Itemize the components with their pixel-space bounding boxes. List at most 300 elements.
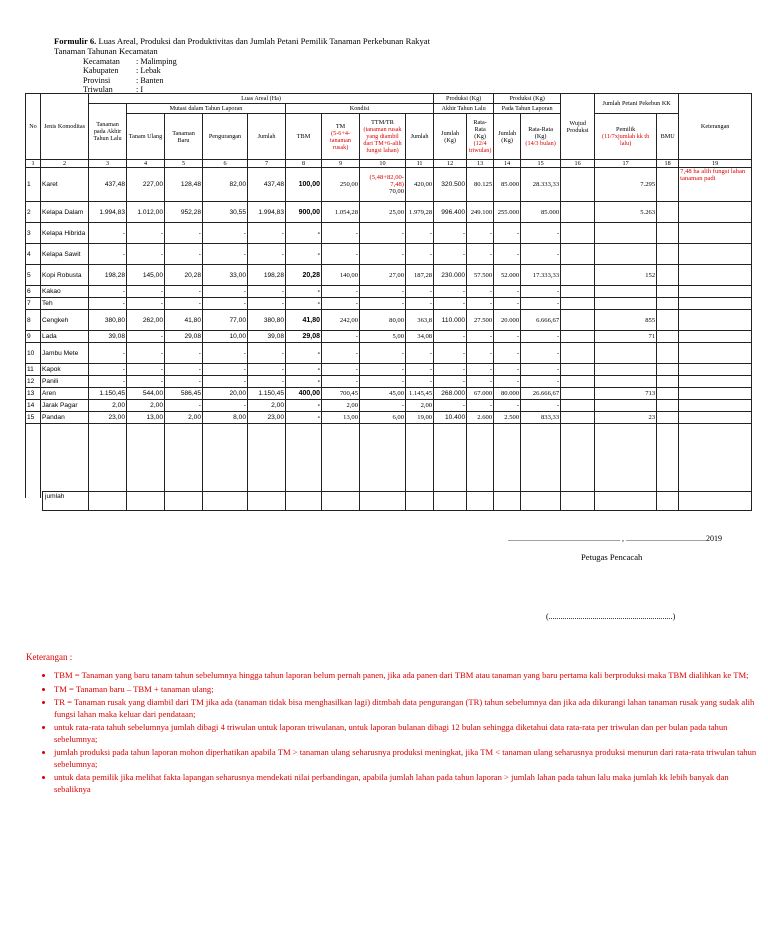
cell-c10: - bbox=[360, 298, 406, 310]
cell-c6: - bbox=[203, 364, 248, 376]
table-row bbox=[26, 286, 752, 298]
cell-c5: 128,48 bbox=[165, 168, 203, 202]
cell-no: 15 bbox=[26, 412, 41, 424]
cell-c16 bbox=[561, 310, 595, 331]
cell-c5: - bbox=[165, 286, 203, 298]
keterangan-title: Keterangan : bbox=[26, 652, 73, 662]
col-jumlah-kondisi: Jumlah bbox=[406, 114, 434, 160]
cell-c10: - bbox=[360, 286, 406, 298]
cell-c18 bbox=[657, 202, 679, 223]
cell-c13: 27.500 bbox=[467, 310, 494, 331]
cell-c19 bbox=[679, 331, 752, 343]
cell-c16 bbox=[561, 298, 595, 310]
table-row bbox=[26, 400, 752, 412]
cell-c10: - bbox=[360, 400, 406, 412]
rata-note-2: (14/3 bulan) bbox=[525, 140, 556, 147]
cell-c14: 20.000 bbox=[494, 310, 521, 331]
cell-c18 bbox=[657, 168, 679, 202]
cell-c18 bbox=[657, 310, 679, 331]
cell-no: 13 bbox=[26, 388, 41, 400]
cell-c17 bbox=[595, 286, 657, 298]
cell-c16 bbox=[561, 244, 595, 265]
cell-c4: 2,00 bbox=[127, 400, 165, 412]
cell-name: Kakao bbox=[41, 286, 89, 298]
pemilik-note: (11/7xjumlah kk th lalu) bbox=[602, 133, 650, 147]
column-number: 18 bbox=[657, 160, 679, 168]
cell-c19 bbox=[679, 223, 752, 244]
cell-c9: - bbox=[322, 286, 360, 298]
cell-c8: - bbox=[286, 376, 322, 388]
cell-c17: 855 bbox=[595, 310, 657, 331]
cell-c15: - bbox=[521, 298, 561, 310]
col-jumlah-kg-2: Jumlah (Kg) bbox=[494, 114, 521, 160]
cell-c15: - bbox=[521, 343, 561, 364]
cell-c9: - bbox=[322, 223, 360, 244]
cell-no: 11 bbox=[26, 364, 41, 376]
cell-no: 2 bbox=[26, 202, 41, 223]
cell-no: 5 bbox=[26, 265, 41, 286]
cell-c17 bbox=[595, 343, 657, 364]
column-number: 19 bbox=[679, 160, 752, 168]
title-line-2: Tanaman Tahunan Kecamatan bbox=[54, 46, 158, 56]
cell-name: Jambu Mete bbox=[41, 343, 89, 364]
cell-c7: - bbox=[248, 376, 286, 388]
cell-c8: 400,00 bbox=[286, 388, 322, 400]
note-item: • untuk rata-rata tahuh sebelumnya jumlah dibagi 4 triwulan untuk laporan triwulanan, untuk laporan bulanan dibagi 12 bulan sehingga diketahui data rata-rata per triwulan dan per bulan pada tahun sebelumnya; bbox=[54, 722, 764, 745]
cell-c5: 2,00 bbox=[165, 412, 203, 424]
form-label: Formulir 6. bbox=[54, 36, 97, 46]
cell-c9: 250,00 bbox=[322, 168, 360, 202]
cell-c8: 100,00 bbox=[286, 168, 322, 202]
cell-c15: 28.333,33 bbox=[521, 168, 561, 202]
cell-c7: - bbox=[248, 244, 286, 265]
cell-c9: 700,45 bbox=[322, 388, 360, 400]
table-row bbox=[26, 265, 752, 286]
cell-c10: 80,00 bbox=[360, 310, 406, 331]
cell-c3: 23,00 bbox=[89, 412, 127, 424]
cell-name: Lada bbox=[41, 331, 89, 343]
table-row bbox=[26, 343, 752, 364]
cell-c9: 242,00 bbox=[322, 310, 360, 331]
cell-c11: 2,00 bbox=[406, 400, 434, 412]
cell-c8: - bbox=[286, 244, 322, 265]
cell-c8: - bbox=[286, 412, 322, 424]
cell-c18 bbox=[657, 265, 679, 286]
column-number-row bbox=[26, 160, 752, 168]
cell-c7: 437,48 bbox=[248, 168, 286, 202]
cell-c17: 7.295 bbox=[595, 168, 657, 202]
cell-c3: - bbox=[89, 343, 127, 364]
cell-c18 bbox=[657, 286, 679, 298]
col-pengurangan: Pengurangan bbox=[203, 114, 248, 160]
cell-c11: 1.979,28 bbox=[406, 202, 434, 223]
table-row bbox=[26, 364, 752, 376]
cell-c18 bbox=[657, 388, 679, 400]
cell-c17 bbox=[595, 400, 657, 412]
cell-c15: - bbox=[521, 223, 561, 244]
column-number: 8 bbox=[286, 160, 322, 168]
column-number: 9 bbox=[322, 160, 360, 168]
cell-c4: 227,00 bbox=[127, 168, 165, 202]
cell-c3: 198,28 bbox=[89, 265, 127, 286]
cell-c19 bbox=[679, 286, 752, 298]
cell-c14: 255.000 bbox=[494, 202, 521, 223]
table-spacer bbox=[26, 424, 752, 499]
cell-c15: 833,33 bbox=[521, 412, 561, 424]
cell-c10: 27,00 bbox=[360, 265, 406, 286]
cell-c10: 45,00 bbox=[360, 388, 406, 400]
cell-c6: - bbox=[203, 376, 248, 388]
cell-c12: - bbox=[434, 364, 467, 376]
col-no: No bbox=[26, 94, 41, 160]
cell-name: Pandan bbox=[41, 412, 89, 424]
col-bmu: BMU bbox=[657, 114, 679, 160]
table-row bbox=[26, 244, 752, 265]
cell-c4: - bbox=[127, 298, 165, 310]
cell-c18 bbox=[657, 364, 679, 376]
cell-c6: 30,55 bbox=[203, 202, 248, 223]
col-mutasi: Mutasi dalam Tahun Laporan bbox=[127, 104, 286, 114]
cell-c13: - bbox=[467, 400, 494, 412]
cell-c13: 249.100 bbox=[467, 202, 494, 223]
cell-name: Karet bbox=[41, 168, 89, 202]
meta-provinsi: Provinsi : Banten bbox=[83, 75, 164, 85]
cell-c7: - bbox=[248, 223, 286, 244]
cell-c6: - bbox=[203, 244, 248, 265]
cell-c5: - bbox=[165, 223, 203, 244]
cell-c16 bbox=[561, 331, 595, 343]
cell-c12: 320.500 bbox=[434, 168, 467, 202]
cell-c15: - bbox=[521, 331, 561, 343]
cell-c6: - bbox=[203, 400, 248, 412]
cell-c6: - bbox=[203, 286, 248, 298]
col-kondisi: Kondisi bbox=[286, 104, 434, 114]
cell-c13: - bbox=[467, 244, 494, 265]
col-jumlah-kg: Jumlah (Kg) bbox=[434, 114, 467, 160]
cell-c19: 7,48 ha alih fungsi lahan tanaman padi bbox=[679, 168, 752, 202]
cell-no: 12 bbox=[26, 376, 41, 388]
cell-c15: - bbox=[521, 400, 561, 412]
cell-c5: - bbox=[165, 343, 203, 364]
column-number: 7 bbox=[248, 160, 286, 168]
cell-name: Kapok bbox=[41, 364, 89, 376]
cell-c9: 2,00 bbox=[322, 400, 360, 412]
cell-c17 bbox=[595, 364, 657, 376]
cell-c4: 145,00 bbox=[127, 265, 165, 286]
meta-triwulan: Triwulan : I bbox=[83, 84, 144, 94]
cell-c8: - bbox=[286, 400, 322, 412]
cell-c13: - bbox=[467, 223, 494, 244]
column-number: 3 bbox=[89, 160, 127, 168]
cell-c13: 57.500 bbox=[467, 265, 494, 286]
cell-c7: - bbox=[248, 364, 286, 376]
column-number: 15 bbox=[521, 160, 561, 168]
column-number: 11 bbox=[406, 160, 434, 168]
cell-c6: - bbox=[203, 223, 248, 244]
data-table bbox=[25, 93, 752, 498]
cell-c8: 900,00 bbox=[286, 202, 322, 223]
cell-c16 bbox=[561, 286, 595, 298]
col-produksi: Produksi (Kg) bbox=[434, 94, 494, 104]
jumlah-label: jumlah bbox=[43, 492, 89, 511]
column-number: 14 bbox=[494, 160, 521, 168]
cell-no: 8 bbox=[26, 310, 41, 331]
cell-c15: 26.666,67 bbox=[521, 388, 561, 400]
cell-name: Panili bbox=[41, 376, 89, 388]
table-row bbox=[26, 310, 752, 331]
cell-c18 bbox=[657, 244, 679, 265]
cell-c13: - bbox=[467, 343, 494, 364]
cell-c13: - bbox=[467, 376, 494, 388]
cell-c8: - bbox=[286, 364, 322, 376]
cell-c5: 586,45 bbox=[165, 388, 203, 400]
cell-c14: - bbox=[494, 331, 521, 343]
cell-c3: 39,08 bbox=[89, 331, 127, 343]
cell-c4: 13,00 bbox=[127, 412, 165, 424]
cell-c16 bbox=[561, 376, 595, 388]
cell-c10: 6,00 bbox=[360, 412, 406, 424]
col-tbm: TBM bbox=[286, 114, 322, 160]
note-item: • TBM = Tanaman yang baru tanam tahun sebelumnya hingga tahun laporan belum pernah panen, jika ada panen dari TBM atau tanaman yang baru pertama kali berproduksi maka TBM dialihkan ke TM; bbox=[54, 670, 764, 682]
cell-c3: - bbox=[89, 244, 127, 265]
table-row bbox=[26, 202, 752, 223]
meta-kabupaten: Kabupaten : Lebak bbox=[83, 66, 161, 76]
cell-c12: - bbox=[434, 400, 467, 412]
col-rata-rata-2: Rata-Rata (Kg) (14/3 bulan) bbox=[521, 114, 561, 160]
cell-c4: - bbox=[127, 376, 165, 388]
cell-no: 10 bbox=[26, 343, 41, 364]
cell-c11: - bbox=[406, 223, 434, 244]
cell-no: 3 bbox=[26, 223, 41, 244]
cell-c7: 39,08 bbox=[248, 331, 286, 343]
cell-c10: - bbox=[360, 343, 406, 364]
cell-c14: - bbox=[494, 286, 521, 298]
cell-c10: - bbox=[360, 223, 406, 244]
table-row bbox=[26, 223, 752, 244]
cell-c11: - bbox=[406, 376, 434, 388]
cell-c17: 71 bbox=[595, 331, 657, 343]
cell-c19 bbox=[679, 265, 752, 286]
cell-c18 bbox=[657, 343, 679, 364]
cell-c6: 20,00 bbox=[203, 388, 248, 400]
cell-c10: 25,00 bbox=[360, 202, 406, 223]
cell-c12: - bbox=[434, 244, 467, 265]
col-pada-tahun-laporan: Pada Tahun Laporan bbox=[494, 104, 561, 114]
cell-c14: - bbox=[494, 400, 521, 412]
column-number: 12 bbox=[434, 160, 467, 168]
column-number: 10 bbox=[360, 160, 406, 168]
col-wujud: Wujud Produksi bbox=[561, 94, 595, 160]
cell-c10: 5,00 bbox=[360, 331, 406, 343]
cell-c11: - bbox=[406, 286, 434, 298]
title-line-1: Luas Areal, Produksi dan Produktivitas dan Jumlah Petani Pemilik Tanaman Perkebunan Rakyat bbox=[98, 36, 430, 46]
table-row bbox=[26, 376, 752, 388]
cell-name: Jarak Pagar bbox=[41, 400, 89, 412]
cell-c3: - bbox=[89, 298, 127, 310]
cell-c6: 10,00 bbox=[203, 331, 248, 343]
cell-c14: - bbox=[494, 364, 521, 376]
cell-c17: 23 bbox=[595, 412, 657, 424]
column-number: 1 bbox=[26, 160, 41, 168]
column-number: 5 bbox=[165, 160, 203, 168]
col-akhir-tahun-lalu: Akhir Tahun Lalu bbox=[434, 104, 494, 114]
cell-c9: 1.054,28 bbox=[322, 202, 360, 223]
cell-c12: 110.000 bbox=[434, 310, 467, 331]
cell-c19 bbox=[679, 202, 752, 223]
column-number: 6 bbox=[203, 160, 248, 168]
cell-c3: 380,80 bbox=[89, 310, 127, 331]
jumlah-table bbox=[42, 491, 752, 511]
cell-c4: - bbox=[127, 364, 165, 376]
cell-c15: 85.000 bbox=[521, 202, 561, 223]
cell-c11: 363,8 bbox=[406, 310, 434, 331]
cell-c13: - bbox=[467, 364, 494, 376]
cell-c7: 380,80 bbox=[248, 310, 286, 331]
table-row bbox=[26, 298, 752, 310]
cell-c9: 13,00 bbox=[322, 412, 360, 424]
cell-c13: 67.000 bbox=[467, 388, 494, 400]
form-meta bbox=[83, 57, 177, 94]
cell-c7: 198,28 bbox=[248, 265, 286, 286]
cell-c8: - bbox=[286, 343, 322, 364]
cell-c4: 544,00 bbox=[127, 388, 165, 400]
cell-c18 bbox=[657, 298, 679, 310]
cell-c17: 713 bbox=[595, 388, 657, 400]
cell-c5: - bbox=[165, 364, 203, 376]
cell-c7: - bbox=[248, 286, 286, 298]
column-number: 13 bbox=[467, 160, 494, 168]
cell-no: 4 bbox=[26, 244, 41, 265]
cell-no: 6 bbox=[26, 286, 41, 298]
cell-c12: - bbox=[434, 223, 467, 244]
cell-c5: - bbox=[165, 244, 203, 265]
note-item: • TM = Tanaman baru – TBM + tanaman ulang; bbox=[54, 684, 764, 696]
cell-c8: 29,08 bbox=[286, 331, 322, 343]
col-tanaman-baru: Tanaman Baru bbox=[165, 114, 203, 160]
cell-c14: - bbox=[494, 376, 521, 388]
cell-c16 bbox=[561, 343, 595, 364]
cell-c12: 268.000 bbox=[434, 388, 467, 400]
cell-c4: - bbox=[127, 223, 165, 244]
table-row bbox=[26, 331, 752, 343]
cell-name: Cengkeh bbox=[41, 310, 89, 331]
cell-c9: 140,00 bbox=[322, 265, 360, 286]
cell-c15: 17.333,33 bbox=[521, 265, 561, 286]
cell-c16 bbox=[561, 168, 595, 202]
cell-c5: - bbox=[165, 376, 203, 388]
cell-c3: - bbox=[89, 364, 127, 376]
cell-c9: - bbox=[322, 331, 360, 343]
cell-c9: - bbox=[322, 343, 360, 364]
cell-c6: 82,00 bbox=[203, 168, 248, 202]
cell-c11: 19,00 bbox=[406, 412, 434, 424]
cell-c11: - bbox=[406, 364, 434, 376]
column-number: 4 bbox=[127, 160, 165, 168]
cell-c9: - bbox=[322, 376, 360, 388]
cell-c12: - bbox=[434, 376, 467, 388]
col-luas-areal: Luas Areal (Ha) bbox=[89, 94, 434, 104]
cell-c19 bbox=[679, 298, 752, 310]
cell-c19 bbox=[679, 343, 752, 364]
cell-c18 bbox=[657, 400, 679, 412]
cell-c14: - bbox=[494, 343, 521, 364]
cell-c14: - bbox=[494, 223, 521, 244]
cell-c11: - bbox=[406, 298, 434, 310]
cell-c3: - bbox=[89, 223, 127, 244]
cell-c17 bbox=[595, 298, 657, 310]
col-tm: TM (5-6+4-tanaman rusak) bbox=[322, 114, 360, 160]
col-rata-rata: Rata-Rata (Kg) (12/4 triwulan) bbox=[467, 114, 494, 160]
cell-c7: 1.150,45 bbox=[248, 388, 286, 400]
signature-line: (..............................................................) bbox=[546, 612, 676, 621]
cell-c12: 230.000 bbox=[434, 265, 467, 286]
cell-c3: 1.994,83 bbox=[89, 202, 127, 223]
date-line: ........................................................ , ........................................2019 bbox=[508, 534, 722, 543]
cell-name: Kopi Robusta bbox=[41, 265, 89, 286]
cell-c8: 41,80 bbox=[286, 310, 322, 331]
cell-c12: 996.400 bbox=[434, 202, 467, 223]
cell-c16 bbox=[561, 265, 595, 286]
cell-c12: - bbox=[434, 331, 467, 343]
cell-c17 bbox=[595, 376, 657, 388]
cell-c19 bbox=[679, 376, 752, 388]
cell-c9: - bbox=[322, 298, 360, 310]
cell-c16 bbox=[561, 412, 595, 424]
cell-c15: - bbox=[521, 244, 561, 265]
cell-c5: 20,28 bbox=[165, 265, 203, 286]
cell-c5: 29,08 bbox=[165, 331, 203, 343]
cell-c7: 23,00 bbox=[248, 412, 286, 424]
cell-c9: - bbox=[322, 364, 360, 376]
cell-c13: - bbox=[467, 298, 494, 310]
cell-c4: - bbox=[127, 286, 165, 298]
cell-c3: - bbox=[89, 376, 127, 388]
cell-c19 bbox=[679, 388, 752, 400]
cell-c14: - bbox=[494, 298, 521, 310]
cell-c5: - bbox=[165, 298, 203, 310]
cell-c17 bbox=[595, 223, 657, 244]
cell-c19 bbox=[679, 244, 752, 265]
cell-c11: - bbox=[406, 343, 434, 364]
cell-c17 bbox=[595, 244, 657, 265]
note-item: • jumlah produksi pada tahun laporan mohon diperhatikan apabila TM > tanaman ulang seharusnya produksi meningkat, jika TM < tanaman ulang seharusnya produksi menurun dari rata-rata triwulan tahun sebelumnya; bbox=[54, 747, 764, 770]
cell-c19 bbox=[679, 364, 752, 376]
cell-c4: - bbox=[127, 343, 165, 364]
cell-c5: 41,80 bbox=[165, 310, 203, 331]
tm-note: (5-6+4-tanaman rusak) bbox=[330, 129, 351, 151]
cell-name: Aren bbox=[41, 388, 89, 400]
cell-c7: - bbox=[248, 298, 286, 310]
cell-c8: 20,28 bbox=[286, 265, 322, 286]
column-number: 16 bbox=[561, 160, 595, 168]
rata-note: (12/4 triwulan) bbox=[468, 140, 492, 154]
table-row bbox=[26, 388, 752, 400]
cell-c17: 152 bbox=[595, 265, 657, 286]
cell-c17: 5.263 bbox=[595, 202, 657, 223]
cell-c9: - bbox=[322, 244, 360, 265]
cell-c11: 187,28 bbox=[406, 265, 434, 286]
note-item: • TR = Tanaman rusak yang diambil dari TM jika ada (tanaman tidak bisa menghasilkan lagi) ditmbah data pengurangan (TR) tahun sebelumnya dan jika ada dikurangi lahan tanaman rusak yang sudak alih fungsi lahan maka keluar dari pendataan; bbox=[54, 697, 764, 720]
cell-c10: - bbox=[360, 376, 406, 388]
ttm-note: (tanaman rusak yang diambil dari TM+6-alih fungsi lahan) bbox=[363, 126, 402, 154]
cell-c3: - bbox=[89, 286, 127, 298]
cell-c6: - bbox=[203, 298, 248, 310]
cell-c12: - bbox=[434, 298, 467, 310]
cell-c13: 2.600 bbox=[467, 412, 494, 424]
cell-c19 bbox=[679, 400, 752, 412]
cell-c10: - bbox=[360, 244, 406, 265]
cell-name: Kelapa Hibrida bbox=[41, 223, 89, 244]
